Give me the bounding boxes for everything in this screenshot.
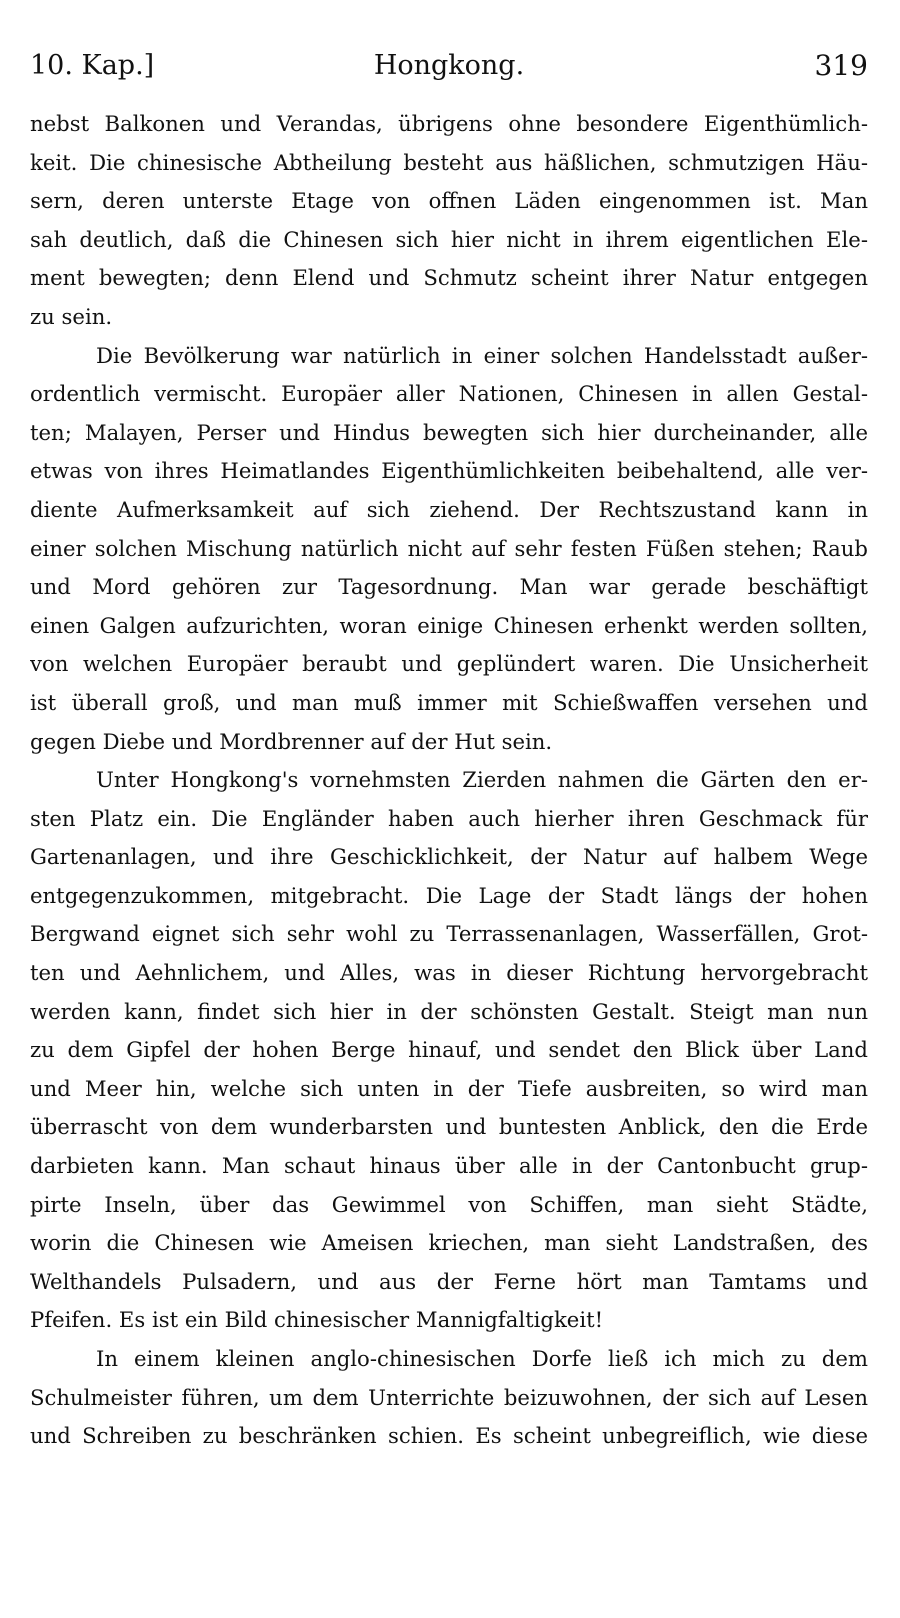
text-line: von welchen Europäer beraubt und geplündert waren. Die Unsicherheit bbox=[30, 651, 868, 677]
text-line: Pfeifen. Es ist ein Bild chinesischer Mannigfaltigkeit! bbox=[30, 1307, 604, 1333]
text-line: nebst Balkonen und Verandas, übrigens ohne besondere Eigenthümlich- bbox=[30, 111, 868, 136]
text-line: ment bewegten; denn Elend und Schmutz scheint ihrer Natur entgegen bbox=[30, 265, 868, 291]
running-header bbox=[30, 44, 868, 88]
text-line: entgegenzukommen, mitgebracht. Die Lage der Stadt längs der hohen bbox=[30, 882, 868, 908]
text-line: Die Bevölkerung war natürlich in einer solchen Handelsstadt außer- bbox=[96, 342, 868, 368]
text-line: sah deutlich, daß die Chinesen sich hier nicht in ihrem eigentlichen Ele- bbox=[30, 226, 868, 252]
text-line: Welthandels Pulsadern, und aus der Ferne hört man Tamtams und bbox=[30, 1268, 868, 1294]
text-line: darbieten kann. Man schaut hinaus über alle in der Cantonbucht grup- bbox=[30, 1153, 868, 1179]
text-line: diente Aufmerksamkeit auf sich ziehend. Der Rechtszustand kann in bbox=[30, 496, 868, 522]
text-line: gegen Diebe und Mordbrenner auf der Hut sein. bbox=[30, 728, 553, 754]
text-line: einer solchen Mischung natürlich nicht auf sehr festen Füßen stehen; Raub bbox=[30, 535, 868, 561]
body-text bbox=[30, 105, 868, 1456]
text-line: werden kann, findet sich hier in der schönsten Gestalt. Steigt man nun bbox=[30, 998, 868, 1024]
text-line: und Mord gehören zur Tagesordnung. Man war gerade beschäftigt bbox=[30, 574, 868, 600]
text-line: pirte Inseln, über das Gewimmel von Schiffen, man sieht Städte, bbox=[30, 1191, 868, 1217]
text-line: worin die Chinesen wie Ameisen kriechen, man sieht Landstraßen, des bbox=[30, 1230, 868, 1256]
text-line: überrascht von dem wunderbarsten und buntesten Anblick, den die Erde bbox=[30, 1114, 868, 1140]
text-line: und Meer hin, welche sich unten in der Tiefe ausbreiten, so wird man bbox=[30, 1075, 868, 1101]
text-line: ten und Aehnlichem, und Alles, was in dieser Richtung hervorgebracht bbox=[30, 960, 868, 986]
text-line: ist überall groß, und man muß immer mit Schießwaffen versehen und bbox=[30, 689, 868, 715]
text-line: ordentlich vermischt. Europäer aller Nationen, Chinesen in allen Gestal- bbox=[30, 381, 868, 407]
text-line: zu dem Gipfel der hohen Berge hinauf, und sendet den Blick über Land bbox=[30, 1037, 868, 1063]
text-line: Gartenanlagen, und ihre Geschicklichkeit, der Natur auf halbem Wege bbox=[30, 844, 868, 870]
text-line: Bergwand eignet sich sehr wohl zu Terrassenanlagen, Wasserfällen, Grot- bbox=[30, 921, 868, 947]
text-line: In einem kleinen anglo-chinesischen Dorfe ließ ich mich zu dem bbox=[96, 1346, 868, 1371]
text-line: sern, deren unterste Etage von offnen Läden eingenommen ist. Man bbox=[30, 188, 868, 214]
text-line: ten; Malayen, Perser und Hindus bewegten sich hier durcheinander, alle bbox=[30, 419, 868, 445]
text-line: Unter Hongkong's vornehmsten Zierden nahmen die Gärten den er- bbox=[96, 767, 868, 793]
text-line: etwas von ihres Heimatlandes Eigenthümlichkeiten beibehaltend, alle ver- bbox=[30, 458, 868, 484]
text-line: Schulmeister führen, um dem Unterrichte beizuwohnen, der sich auf Lesen bbox=[30, 1384, 868, 1410]
text-line: einen Galgen aufzurichten, woran einige Chinesen erhenkt werden sollten, bbox=[30, 612, 868, 638]
text-line: sten Platz ein. Die Engländer haben auch hierher ihren Geschmack für bbox=[30, 805, 868, 831]
running-title: Hongkong. bbox=[373, 50, 525, 81]
text-line: zu sein. bbox=[30, 303, 113, 329]
chapter-label: 10. Kap.] bbox=[30, 50, 155, 81]
text-line: keit. Die chinesische Abtheilung besteht aus häßlichen, schmutzigen Häu- bbox=[30, 149, 868, 175]
page-number: 319 bbox=[814, 49, 868, 82]
text-line: und Schreiben zu beschränken schien. Es scheint unbegreiflich, wie diese bbox=[30, 1423, 868, 1449]
